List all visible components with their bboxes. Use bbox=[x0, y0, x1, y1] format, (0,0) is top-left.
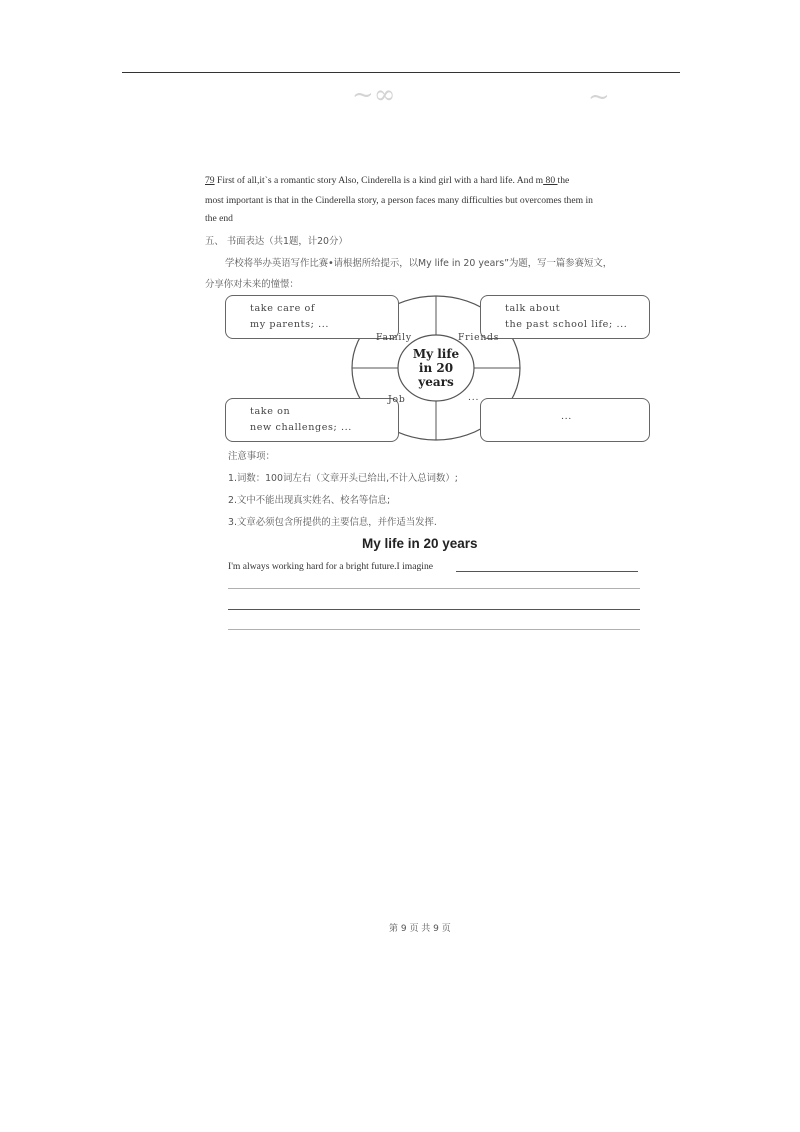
hint-box-top-left: take care of my parents; ... bbox=[225, 295, 399, 339]
writing-line bbox=[228, 609, 640, 610]
label-job: Job bbox=[388, 394, 406, 405]
watermark-ghost: ~∞ bbox=[352, 80, 396, 110]
header-rule bbox=[122, 72, 680, 73]
hint-box-bottom-right: ... bbox=[480, 398, 650, 442]
essay-title: My life in 20 years bbox=[362, 536, 478, 551]
page-footer: 第 9 页 共 9 页 bbox=[389, 924, 451, 934]
answer-blank-80: 80 bbox=[543, 175, 558, 186]
q79-line2: most important is that in the Cinderella story, a person faces many difficulties but overcomes them in bbox=[205, 195, 593, 206]
writing-line bbox=[456, 571, 638, 572]
label-family: Family bbox=[376, 332, 412, 343]
prompt-line1: 学校将举办英语写作比赛•请根据所给提示，以My life in 20 years”为题，写一篇参赛短文， bbox=[225, 258, 613, 269]
notes-item-3: 3.文章必须包含所提供的主要信息，并作适当发挥. bbox=[228, 517, 437, 528]
writing-line bbox=[228, 588, 640, 589]
label-friends: Friends bbox=[458, 332, 500, 343]
section-heading: 五、 书面表达（共1题，计20分） bbox=[205, 236, 348, 247]
label-more: ... bbox=[468, 392, 480, 403]
prompt-line2: 分享你对未来的憧憬： bbox=[205, 279, 299, 290]
q79-number: 79 bbox=[205, 175, 215, 186]
q79-line3: the end bbox=[205, 213, 233, 224]
hint-box-bottom-left: take on new challenges; ... bbox=[225, 398, 399, 442]
hint-box-top-right: talk about the past school life; ... bbox=[480, 295, 650, 339]
diagram-center-title: My life in 20 years bbox=[412, 347, 460, 389]
watermark-ghost: ~ bbox=[588, 82, 610, 112]
notes-item-1: 1.词数：100词左右（文章开头已给出,不计入总词数）; bbox=[228, 473, 458, 484]
notes-item-2: 2.文中不能出现真实姓名、校名等信息; bbox=[228, 495, 391, 506]
writing-line bbox=[228, 629, 640, 630]
essay-starter: I'm always working hard for a bright future.I imagine bbox=[228, 561, 434, 572]
q79-line1: 79 First of all,it`s a romantic story Also, Cinderella is a kind girl with a hard life. And m 80 the bbox=[205, 175, 570, 186]
notes-heading: 注意事项： bbox=[228, 451, 275, 462]
